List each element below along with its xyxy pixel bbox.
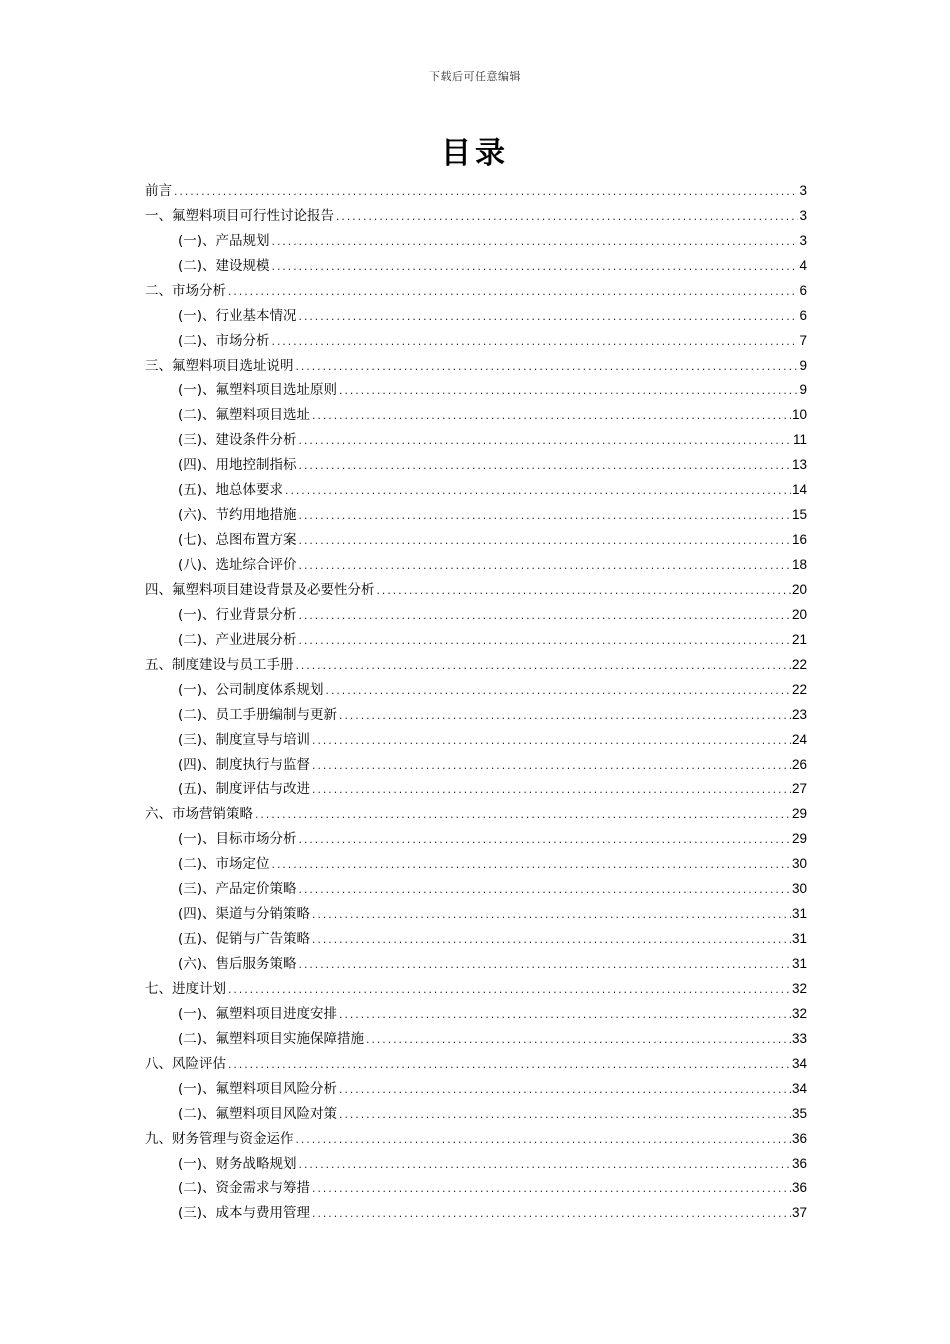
toc-entry[interactable] [145,899,807,924]
toc-entry[interactable] [145,799,807,824]
toc-entry[interactable] [145,625,807,650]
toc-entry-title: (一)、目标市场分析 [178,831,297,848]
toc-entry-title: (一)、产品规划 [178,232,270,249]
toc-page-number: 34 [791,1055,807,1071]
dot-leader [311,410,791,425]
toc-page-number: 26 [791,756,807,772]
toc-entry-title: (一)、行业背景分析 [178,606,297,623]
toc-entry[interactable] [145,201,807,226]
toc-page-number: 16 [791,532,807,548]
toc-page-number: 31 [791,906,807,922]
toc-entry[interactable] [145,874,807,899]
toc-entry-title: (二)、资金需求与筹措 [178,1180,311,1197]
toc-entry-title: (六)、节约用地措施 [178,507,297,524]
toc-page-number: 10 [791,407,807,423]
toc-page-number: 14 [791,482,807,498]
dot-leader [173,186,798,201]
toc-entry-title: (五)、制度评估与改进 [178,781,311,798]
toc-entry[interactable] [145,949,807,974]
dot-leader [298,834,791,849]
table-of-contents [145,176,807,1223]
dot-leader [254,809,791,824]
toc-entry-title: (七)、总图布置方案 [178,532,297,549]
toc-entry-title: (三)、建设条件分析 [178,432,297,449]
toc-entry-title: (二)、产业进展分析 [178,631,297,648]
toc-page-number: 30 [791,856,807,872]
toc-entry-title: (一)、氟塑料项目选址原则 [178,382,338,399]
dot-leader [311,735,791,750]
toc-entry[interactable] [145,849,807,874]
toc-entry-title: (五)、促销与广告策略 [178,931,311,948]
toc-entry-title: 四、氟塑料项目建设背景及必要性分析 [145,581,375,598]
toc-entry[interactable] [145,675,807,700]
dot-leader [338,710,791,725]
dot-leader [298,510,791,525]
toc-page-number: 29 [791,806,807,822]
toc-entry[interactable] [145,425,807,450]
toc-entry[interactable] [145,351,807,376]
toc-entry-title: (一)、氟塑料项目风险分析 [178,1080,338,1097]
dot-leader [298,435,792,450]
toc-entry[interactable] [145,974,807,999]
toc-page-number: 4 [799,257,807,273]
toc-page-number: 32 [791,1005,807,1021]
dot-leader [298,311,799,326]
toc-page-number: 35 [791,1105,807,1121]
toc-entry-title: (二)、建设规模 [178,257,270,274]
toc-page-number: 3 [799,207,807,223]
toc-entry-title: (二)、市场定位 [178,856,270,873]
dot-leader [338,1084,791,1099]
toc-entry[interactable] [145,1149,807,1174]
toc-page-number: 13 [791,457,807,473]
toc-entry[interactable] [145,650,807,675]
toc-entry-title: (四)、用地控制指标 [178,457,297,474]
dot-leader [298,460,791,475]
toc-entry[interactable] [145,999,807,1024]
toc-page-number: 6 [799,307,807,323]
toc-page-number: 24 [791,731,807,747]
toc-entry-title: (一)、财务战略规划 [178,1155,297,1172]
dot-leader [271,261,799,276]
toc-page-number: 33 [791,1030,807,1046]
toc-page-number: 36 [791,1155,807,1171]
toc-page-number: 3 [799,182,807,198]
dot-leader [227,984,791,999]
toc-page-number: 29 [791,831,807,847]
toc-entry-title: (八)、选址综合评价 [178,557,297,573]
toc-page-number: 31 [791,931,807,947]
toc-entry-title: (三)、制度宣导与培训 [178,731,311,748]
toc-page-number: 27 [791,781,807,797]
toc-entry-title: (二)、氟塑料项目选址 [178,407,311,424]
toc-entry[interactable] [145,500,807,525]
toc-entry-title: 八、风险评估 [145,1055,226,1072]
toc-entry[interactable] [145,525,807,550]
toc-entry[interactable] [145,924,807,949]
toc-entry-title: 三、氟塑料项目选址说明 [145,357,294,374]
toc-entry[interactable] [145,700,807,725]
dot-leader [298,1159,791,1174]
toc-entry[interactable] [145,750,807,775]
dot-leader [271,859,791,874]
toc-entry-title: (三)、产品定价策略 [178,881,297,898]
toc-entry[interactable] [145,1049,807,1074]
dot-leader [335,211,798,226]
toc-page-number: 22 [791,681,807,697]
toc-page-number: 32 [791,980,807,996]
toc-entry[interactable] [145,400,807,425]
dot-leader [284,485,791,500]
toc-entry[interactable] [145,301,807,326]
dot-leader [338,1109,791,1124]
dot-leader [227,286,798,301]
dot-leader [295,1134,791,1149]
toc-page-number: 31 [791,956,807,971]
dot-leader [298,635,791,650]
toc-page-number: 11 [792,432,807,448]
toc-page-number: 6 [799,282,807,298]
toc-page-number: 37 [791,1205,807,1221]
toc-entry[interactable] [145,1074,807,1099]
toc-page-number: 36 [791,1130,807,1146]
toc-page-number: 34 [791,1080,807,1096]
toc-entry[interactable] [145,251,807,276]
page-title: 目录 [441,136,509,171]
toc-entry-title: (五)、地总体要求 [178,482,284,499]
dot-leader [298,535,791,550]
toc-page-number: 18 [791,557,807,572]
toc-entry[interactable] [145,226,807,251]
toc-entry-title: 七、进度计划 [145,980,226,997]
toc-entry-title: 五、制度建设与员工手册 [145,656,294,673]
toc-entry-title: 一、氟塑料项目可行性讨论报告 [145,207,334,224]
dot-leader [295,660,791,675]
toc-entry[interactable] [145,550,807,575]
toc-page-number: 22 [791,656,807,672]
toc-entry-title: 前言 [145,182,172,199]
toc-entry-title: (四)、渠道与分销策略 [178,906,311,923]
toc-entry[interactable] [145,1024,807,1049]
dot-leader [338,1009,791,1024]
toc-page-number: 15 [791,507,807,523]
toc-page-number: 3 [799,232,807,248]
dot-leader [311,784,791,799]
toc-entry[interactable] [145,775,807,800]
dot-leader [338,385,798,400]
dot-leader [298,610,791,625]
dot-leader [295,361,799,376]
page-header: 下载后可任意编辑 [429,70,521,83]
toc-entry-title: (三)、成本与费用管理 [178,1205,311,1222]
toc-entry[interactable] [145,326,807,351]
toc-entry-title: (六)、售后服务策略 [178,956,297,972]
dot-leader [325,685,791,700]
toc-page-number: 23 [791,706,807,722]
toc-entry[interactable] [145,1099,807,1124]
dot-leader [376,585,791,600]
toc-page-number: 7 [799,332,807,348]
toc-entry-title: 六、市场营销策略 [145,806,253,823]
toc-page-number: 9 [799,382,807,398]
toc-page-number: 20 [791,606,807,622]
toc-entry-title: 二、市场分析 [145,282,226,299]
toc-entry-title: (一)、氟塑料项目进度安排 [178,1005,338,1022]
dot-leader [271,236,799,251]
toc-entry[interactable] [145,600,807,625]
toc-entry-title: (一)、行业基本情况 [178,307,297,324]
dot-leader [311,1183,791,1198]
toc-page-number: 9 [799,357,807,373]
toc-entry[interactable] [145,1198,807,1223]
dot-leader [271,336,799,351]
dot-leader [311,760,791,775]
toc-entry[interactable] [145,450,807,475]
dot-leader [311,909,791,924]
toc-entry[interactable] [145,176,807,201]
toc-entry-title: (一)、公司制度体系规划 [178,681,324,698]
toc-entry-title: (二)、市场分析 [178,332,270,349]
dot-leader [311,934,791,949]
toc-page-number: 20 [791,581,807,597]
toc-page-number: 21 [791,631,807,647]
toc-entry[interactable] [145,575,807,600]
toc-entry-title: (四)、制度执行与监督 [178,756,311,773]
toc-entry[interactable] [145,276,807,301]
dot-leader [298,959,791,974]
toc-entry[interactable] [145,1174,807,1199]
dot-leader [298,560,791,575]
toc-entry-title: 九、财务管理与资金运作 [145,1130,294,1147]
toc-page-number: 30 [791,881,807,897]
toc-entry[interactable] [145,376,807,401]
toc-entry[interactable] [145,824,807,849]
dot-leader [298,884,791,899]
dot-leader [227,1059,791,1074]
toc-entry-title: (二)、氟塑料项目实施保障措施 [178,1030,365,1047]
toc-page-number: 36 [791,1180,807,1196]
toc-entry[interactable] [145,475,807,500]
toc-entry[interactable] [145,725,807,750]
dot-leader [311,1208,791,1223]
toc-entry[interactable] [145,1124,807,1149]
toc-entry-title: (二)、氟塑料项目风险对策 [178,1105,338,1122]
dot-leader [365,1034,791,1049]
toc-entry-title: (二)、员工手册编制与更新 [178,706,338,723]
